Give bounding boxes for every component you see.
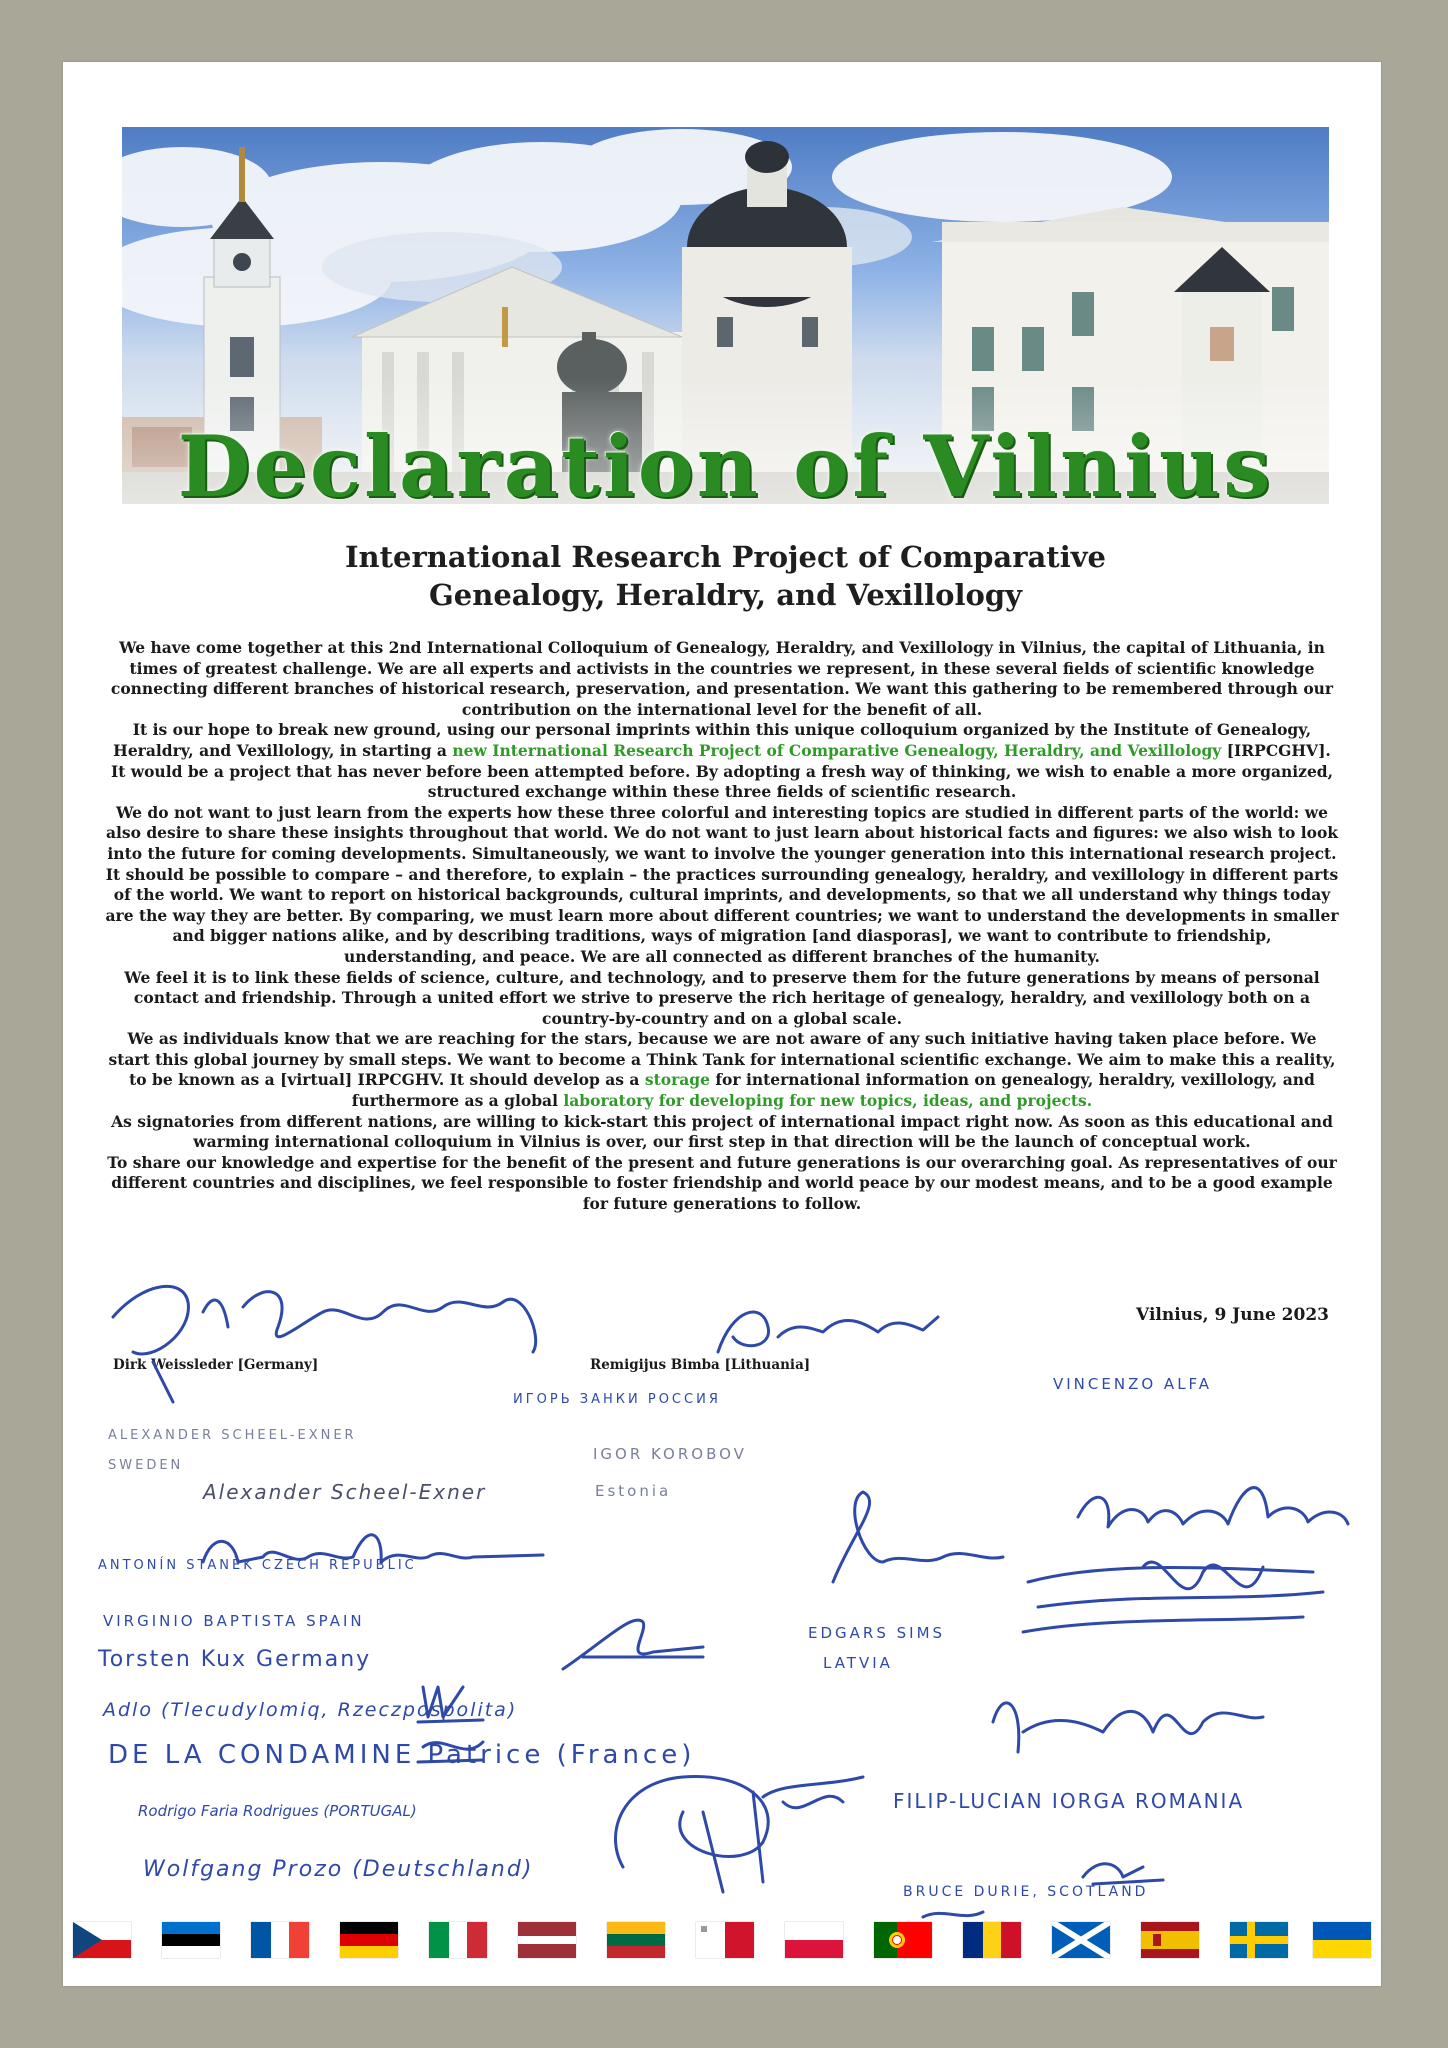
signature-bimba [718,1312,938,1352]
flag-romania [963,1922,1021,1958]
signature-alfano [1078,1488,1348,1527]
flag-sweden [1230,1922,1288,1958]
paragraph-8-text: To share our knowledge and expertise for the benefit of the present and future generations is our overarching goal. As representatives of our different countries and disciplines, we feel responsible to foster friendship and world peace by our modest means, and to be a good example for future generations to follow. [107,1152,1337,1214]
flag-spain [1141,1922,1199,1958]
signature-scribble-1 [1023,1562,1323,1632]
flag-estonia [162,1922,220,1958]
signature-korobov [833,1492,1003,1582]
flag-ukraine [1313,1922,1371,1958]
handwritten-name-kux: Torsten Kux Germany [98,1647,372,1672]
printed-name-bimba: Remigijus Bimba [Lithuania] [590,1357,811,1373]
handwritten-name-portugal: Rodrigo Faria Rodrigues (PORTUGAL) [138,1802,417,1820]
storage-highlight: storage [644,1070,710,1090]
handwritten-name-scheel: ALEXANDER SCHEEL-EXNER [108,1428,357,1443]
handwritten-name-stanek: ANTONÍN STANĚK CZECH REPUBLIC [98,1558,417,1573]
signature-sims [993,1703,1263,1752]
flag-germany [340,1922,398,1958]
signature-loop [616,1776,844,1892]
paragraph-1-text: We have come together at this 2nd International Colloquium of Genealogy, Heraldry, and Vexillology in Vilnius, the capital of Lithuania, in times of greatest challenge. We are all experts and activists in the countries we represent, in these several fields of scientific knowledge connecting different branches of historical research, preservation, and presentation. We want this gathering to be remembered through our contribution on the international level for the benefit of all. [110,638,1334,719]
handwritten-country-latvia: LATVIA [823,1654,893,1672]
handwritten-country-estonia: Estonia [595,1482,672,1500]
handwritten-name-korobov: IGOR KOROBOV [593,1445,747,1463]
paragraph-5-text: We feel it is to link these fields of science, culture, and technology, and to preserve them for the future generations by means of personal contact and friendship. Through a united effort we strive to preserve the rich heritage of genealogy, heraldry, and vexillology both on a country-by-country and on a global scale. [124,967,1320,1028]
handwritten-name-wolfgang: Wolfgang Prozo (Deutschland) [143,1857,534,1882]
handwritten-signatures [63,62,1381,1922]
flag-france [251,1922,309,1958]
paragraph-2-text-b: [IRPCGHV]. It would be a project that has never before been attempted before. By adopting a fresh way of thinking, we wish to enable a more organized, structured exchange within these three fields of scientific research. [110,740,1334,802]
signature-weissleder [113,1286,536,1402]
flag-latvia [518,1922,576,1958]
signature-dash [763,1777,863,1797]
declaration-sheet [63,62,1381,1986]
paragraph-7-text: As signatories from different nations, are willing to kick-start this project of international impact right now. As soon as this educational and warming international colloquium in Vilnius is over, our first step in that direction will be the launch of conceptual work. [111,1111,1333,1152]
handwritten-name-sims: EDGARS SIMS [808,1624,946,1642]
paragraph-2-text-a: It is our hope to break new ground, using our personal imprints within this unique colloquium organized by the Institute of Genealogy, Heraldry, and Vexillology, in starting a [113,720,1312,760]
handwritten-name-russia: ИГОРЬ ЗАНКИ РОССИЯ [513,1392,721,1407]
signature-durie [923,1912,983,1917]
handwritten-name-baptista: VIRGINIO BAPTISTA SPAIN [103,1612,365,1630]
flag-scotland [1052,1922,1110,1958]
place-and-date: Vilnius, 9 June 2023 [1136,1305,1329,1325]
handwritten-country-sweden: SWEDEN [108,1458,184,1473]
subtitle-line-2: Genealogy, Heraldry, and Vexillology [429,578,1022,612]
handwritten-name-iorga: FILIP-LUCIAN IORGA ROMANIA [893,1789,1245,1813]
handwritten-name-condamine: DE LA CONDAMINE Patrice (France) [108,1740,696,1770]
printed-name-weissleder: Dirk Weissleder [Germany] [113,1357,319,1373]
paragraph-4-text: It should be possible to compare – and therefore, to explain – the practices surrounding genealogy, heraldry, and vexillology in different parts of the world. We want to report on historical backgrounds, cultural imprints, and developments, so that we all understand why things today are the way they are better. By comparing, we must learn more about different countries; we want to understand the developments in smaller and bigger nations alike, and by describing traditions, ways of migration [and diasporas], we want to contribute to friendship, understanding, and peace. We are all connected as different branches of the humanity. [105,864,1339,966]
laboratory-highlight: laboratory for developing for new topics, ideas, and projects. [563,1091,1093,1111]
handwritten-sig-scheel: Alexander Scheel-Exner [203,1480,487,1504]
handwritten-name-adlo: Adlo (Tlecudylomiq, Rzeczpospolita) [103,1699,518,1721]
handwritten-name-alfa: VINCENZO ALFA [1053,1375,1213,1393]
flag-czech-republic [73,1922,131,1958]
flag-poland [785,1922,843,1958]
signature-stanek [563,1620,703,1669]
declaration-title: Declaration of Vilnius [177,417,1274,504]
flag-italy [429,1922,487,1958]
signature-iorga [1083,1864,1163,1884]
flag-portugal [874,1922,932,1958]
paragraph-6-text-a: We as individuals know that we are reaching for the stars, because we are not aware of any such initiative having taken place before. We start this global journey by small steps. We want to become a Think Tank for international scientific exchange. We aim to make this a reality, to be known as a [virtual] IRPCGHV. It should develop as a [108,1029,1336,1090]
subtitle-line-1: International Research Project of Comparative [344,540,1107,574]
flag-malta [696,1922,754,1958]
handwritten-name-durie: BRUCE DURIE, SCOTLAND [903,1884,1149,1900]
project-name-highlight: new International Research Project of Comparative Genealogy, Heraldry, and Vexillology [452,740,1222,760]
participating-country-flags [73,1922,1371,1960]
paragraph-3-text: We do not want to just learn from the experts how these three colorful and interesting topics are studied in different parts of the world: we also desire to share these insights throughout that world. We do not want to just learn about historical facts and figures: we also wish to look into the future for coming developments. Simultaneously, we want to involve the younger generation into this international research project. [105,802,1339,863]
flag-lithuania [607,1922,665,1958]
paragraph-6-text-b: for international information on genealogy, heraldry, vexillology, and furthermore as a global [351,1070,1315,1111]
